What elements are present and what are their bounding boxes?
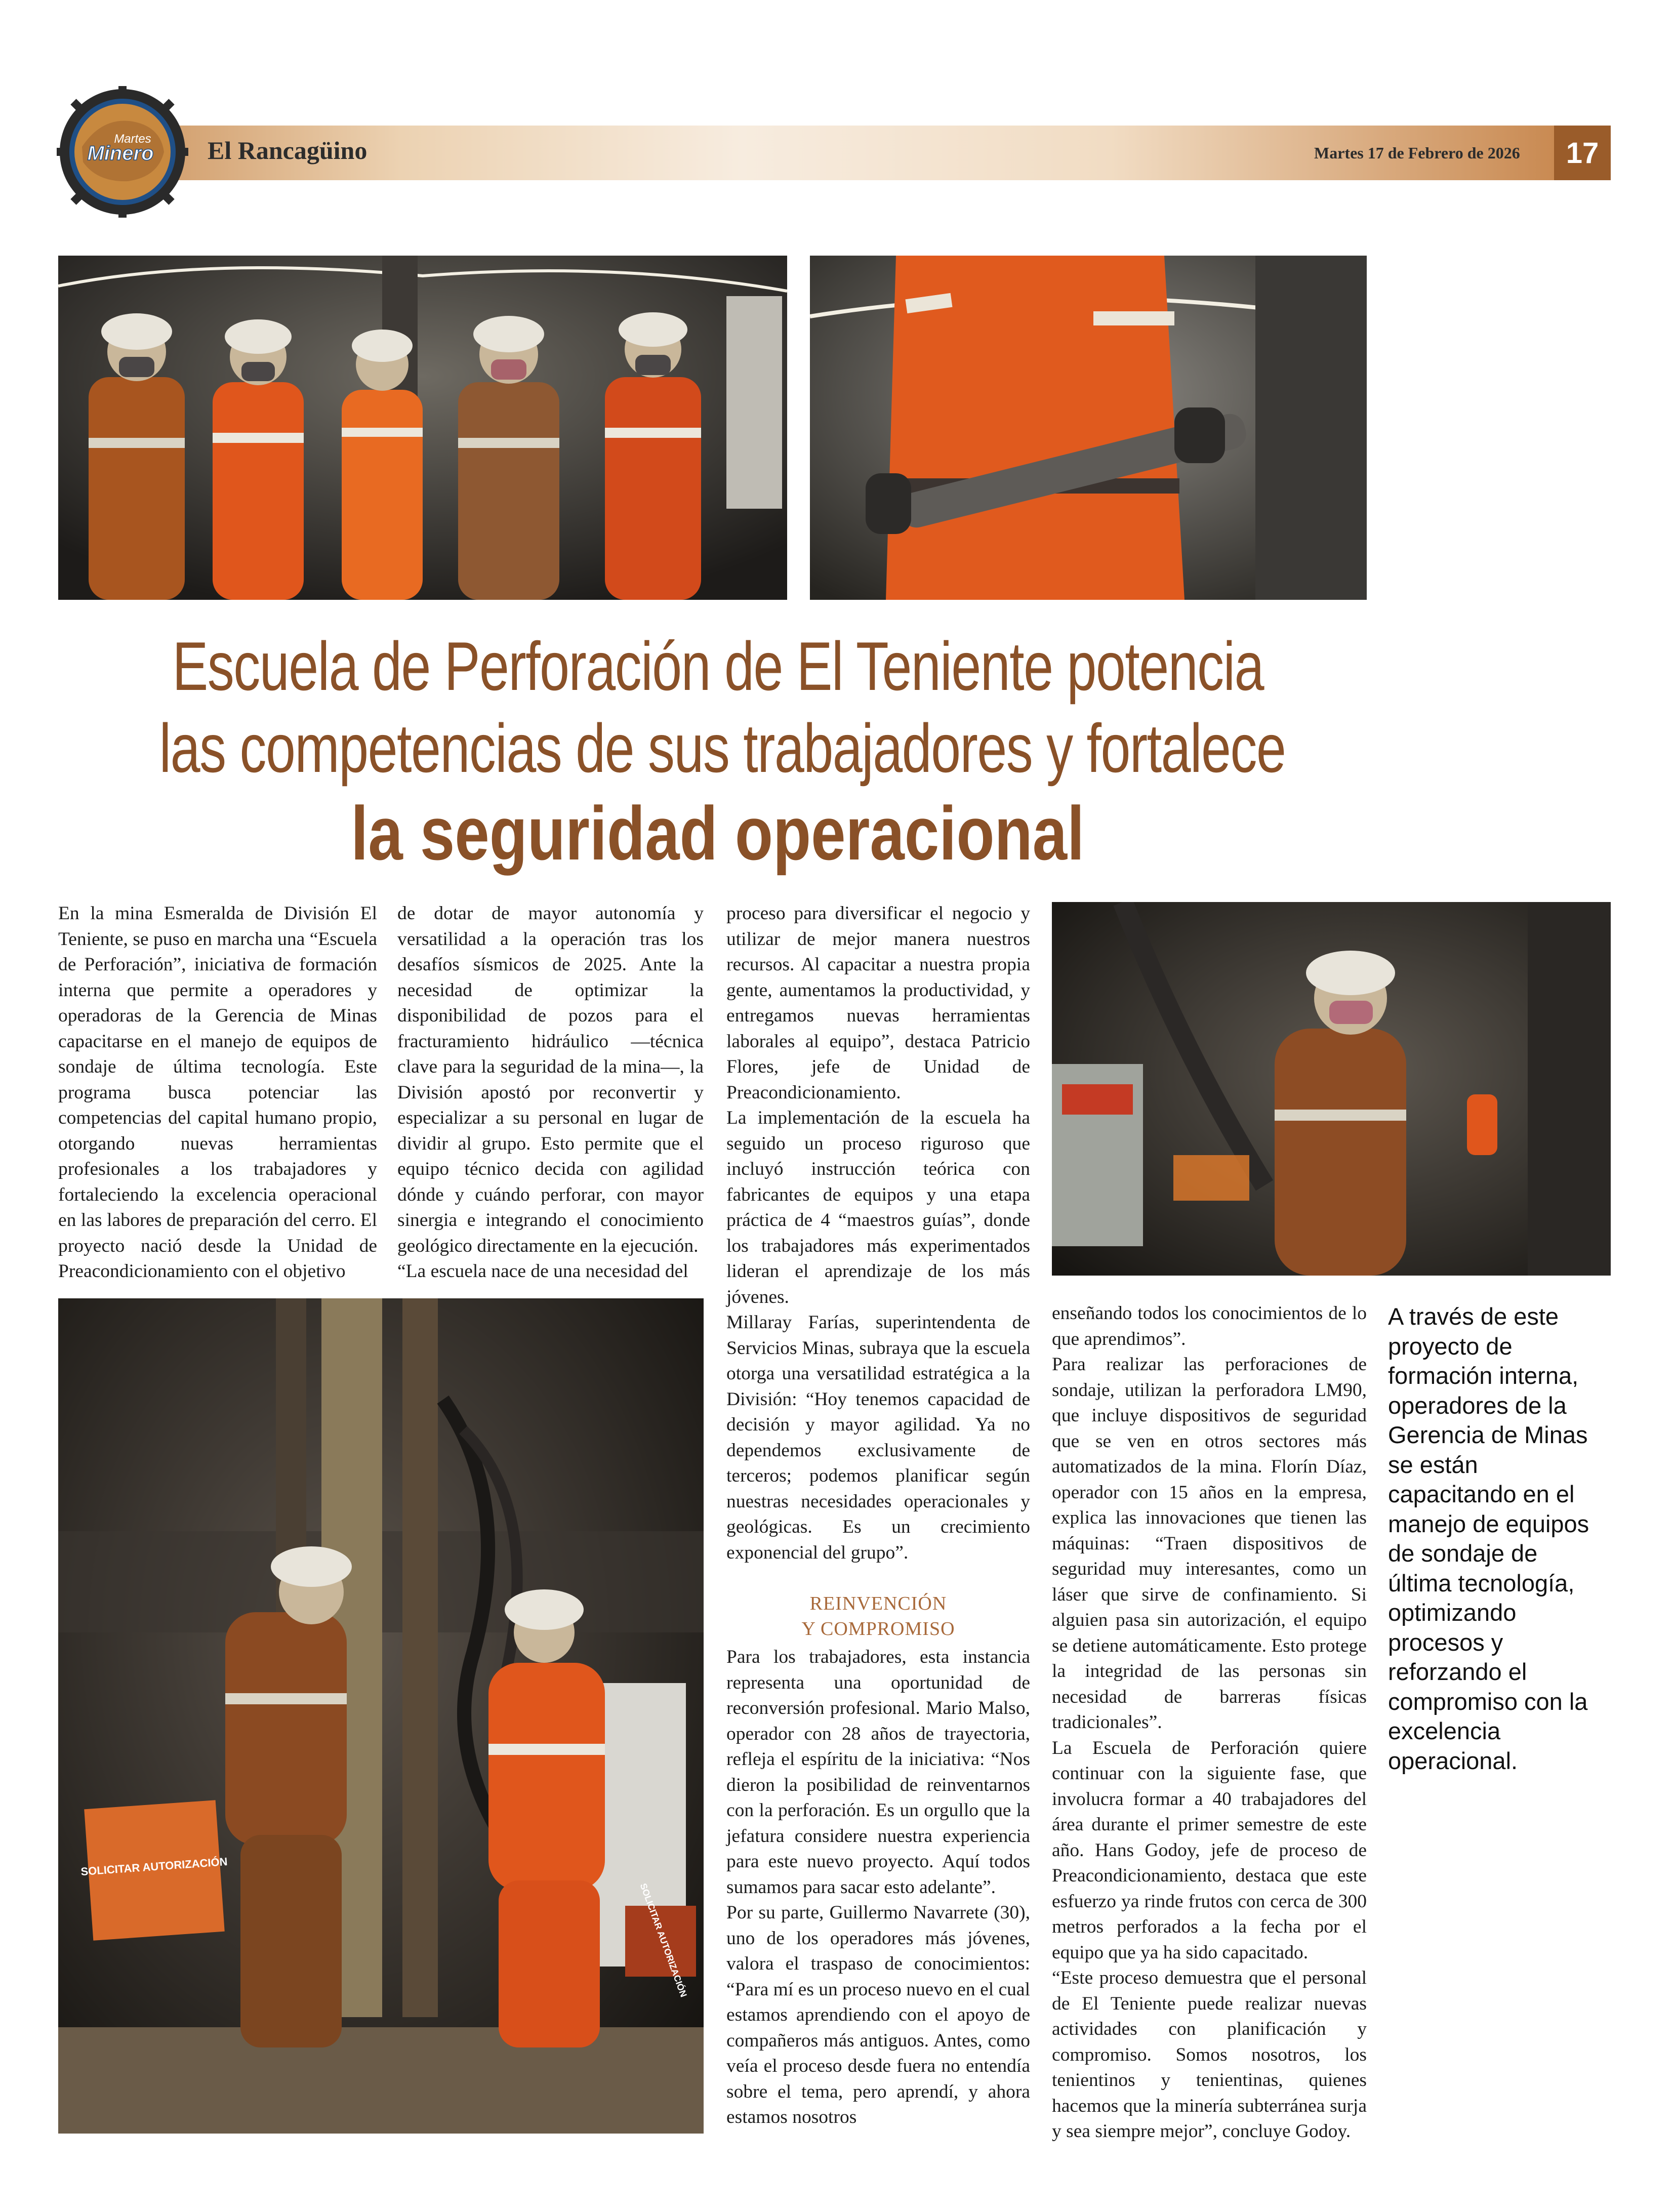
article-paragraph: Para realizar las perforaciones de sondaje, utilizan la perforadora LM90, que incluye dispositivos de seguridad que se ven en otros sectores más automatizados de la mina. Florín Díaz, operador con 15 años en la empresa, explica las innovaciones que tienen las máquinas: “Traen dispositivos de seguridad muy interesantes, como un láser que sirve de confinamiento. Si alguien pasa sin autorización, el equipo se detiene automáticamente. Esto protege la integridad de las personas sin necesidad de barreras físicas tradicionales”. <box>1052 1354 1367 1733</box>
article-column-3 <box>726 901 1030 2131</box>
article-paragraph: de dotar de mayor autonomía y versatilidad a la operación tras los desafíos sísmicos de 2025. Ante la necesidad de optimizar la disponibilidad de pozos para el fracturamiento hidráulico —técnica clave para la seguridad de la mina—, la División apostó por reconvertir y especializar a su personal en lugar de dividir al grupo. Esto permite que el equipo técnico decida con agilidad dónde y cuándo perforar, con mayor sinergia e integrando el conocimiento geológico directamente en la ejecución. <box>397 903 704 1256</box>
article-column-1 <box>58 901 377 1285</box>
article-column-4 <box>1052 1301 1367 2145</box>
photo-operator-drill <box>1052 902 1611 1276</box>
article-paragraph: La Escuela de Perforación quiere continuar con la siguiente fase, que involucra formar a 40 trabajadores del área durante el primer semestre de este año. Hans Godoy, jefe de proceso de Preacondicionamiento, destaca que este esfuerzo ya rinde frutos con cerca de 300 metros perforados a la fecha por el equipo que ya ha sido capacitado. <box>1052 1737 1367 1963</box>
martes-minero-logo <box>57 86 188 218</box>
article-column-2 <box>397 901 704 1285</box>
subhead-line2: Y COMPROMISO <box>801 1618 955 1640</box>
subhead-line1: REINVENCIÓN <box>809 1593 947 1614</box>
page-number: 17 <box>1554 126 1611 180</box>
article-paragraph: “La escuela nace de una necesidad del <box>397 1261 688 1282</box>
safety-sign-1: SOLICITAR AUTORIZACIÓN <box>80 1855 228 1878</box>
newspaper-name: El Rancagüino <box>208 136 368 165</box>
headline-line3: la seguridad operacional <box>351 791 1085 876</box>
headline-line2: las competencias de sus trabajadores y fortalece <box>159 710 1286 787</box>
article-paragraph: En la mina Esmeralda de División El Teniente, se puso en marcha una “Escuela de Perforación”, iniciativa de formación interna que permite a operadores y operadoras de la Gerencia de Minas capacitarse en el manejo de equipos de sondaje de última tecnología. Este programa busca potenciar las competencias del capital humano propio, otorgando nuevas herramientas profesionales a los trabajadores y fortaleciendo la excelencia operacional en las labores de preparación del cerro. El proyecto nació desde la Unidad de Preacondicionamiento con el objetivo <box>58 903 377 1282</box>
article-paragraph: La implementación de la escuela ha seguido un proceso riguroso que incluyó instrucción teórica con fabricantes de equipos y una etapa práctica de 4 “maestros guías”, donde los trabajadores más experimentados lideran el aprendizaje de los más jóvenes. <box>726 1108 1030 1307</box>
article-paragraph: enseñando todos los conocimientos de lo que aprendimos”. <box>1052 1303 1367 1349</box>
issue-date: Martes 17 de Febrero de 2026 <box>1314 144 1520 162</box>
article-paragraph: proceso para diversificar el negocio y utilizar de mejor manera nuestros recursos. Al capacitar a nuestra propia gente, aumentamos la productividad, y entregamos nuevas herramientas laborales al equipo”, destaca Patricio Flores, jefe de Unidad de Preacondicionamiento. <box>726 903 1030 1103</box>
logo-line1: Martes <box>114 132 151 146</box>
safety-sign-2: SOLICITAR AUTORIZACIÓN <box>638 1881 689 1999</box>
side-highlight-note: A través de este proyecto de formación interna, operadores de la Gerencia de Minas se están capacitando en el manejo de equipos de sondaje de última tecnología, optimizando procesos y reforzando el compromiso con la excelencia operacional. <box>1388 1303 1589 1774</box>
article-paragraph: Por su parte, Guillermo Navarrete (30), uno de los operadores más jóvenes, valora el traspaso de conocimientos: “Para mí es un proceso nuevo en el cual estamos aprendiendo con el apoyo de compañeros más antiguos. Antes, como veía el proceso desde fuera no entendía sobre el tema, pero aprendí, y ahora estamos nosotros <box>726 1902 1030 2127</box>
headline-line1: Escuela de Perforación de El Teniente potencia <box>172 628 1264 705</box>
logo-line2: Minero <box>87 142 154 165</box>
article-paragraph: Para los trabajadores, esta instancia representa una oportunidad de reconversión profesional. Mario Malso, operador con 28 años de trayectoria, refleja el espíritu de la iniciativa: “Nos dieron la posibilidad de reinventarnos con la perforación. Es un orgullo que la jefatura considere nuestra experiencia para este nuevo proyecto. Aquí todos sumamos para sacar esto adelante”. <box>726 1647 1030 1898</box>
photo-drilling-rig <box>58 1298 704 2134</box>
article-paragraph: Millaray Farías, superintendenta de Servicios Minas, subraya que la escuela otorga una versatilidad estratégica a la División: “Hoy tenemos capacidad de decisión y mayor agilidad. Ya no dependemos exclusivamente de terceros; podemos planificar según nuestras necesidades operacionales y geológicas. Es un crecimiento exponencial del grupo”. <box>726 1312 1030 1563</box>
photo-core-sample <box>810 256 1367 600</box>
article-paragraph: “Este proceso demuestra que el personal de El Teniente puede realizar nuevas actividades con planificación y compromiso. Somos nosotros, los tenientinos y tenientinas, quienes hacemos que la minería subterránea surja y sea siempre mejor”, concluye Godoy. <box>1052 1968 1367 2142</box>
section-subhead <box>726 1591 1030 1642</box>
photo-workers-group <box>58 256 787 600</box>
